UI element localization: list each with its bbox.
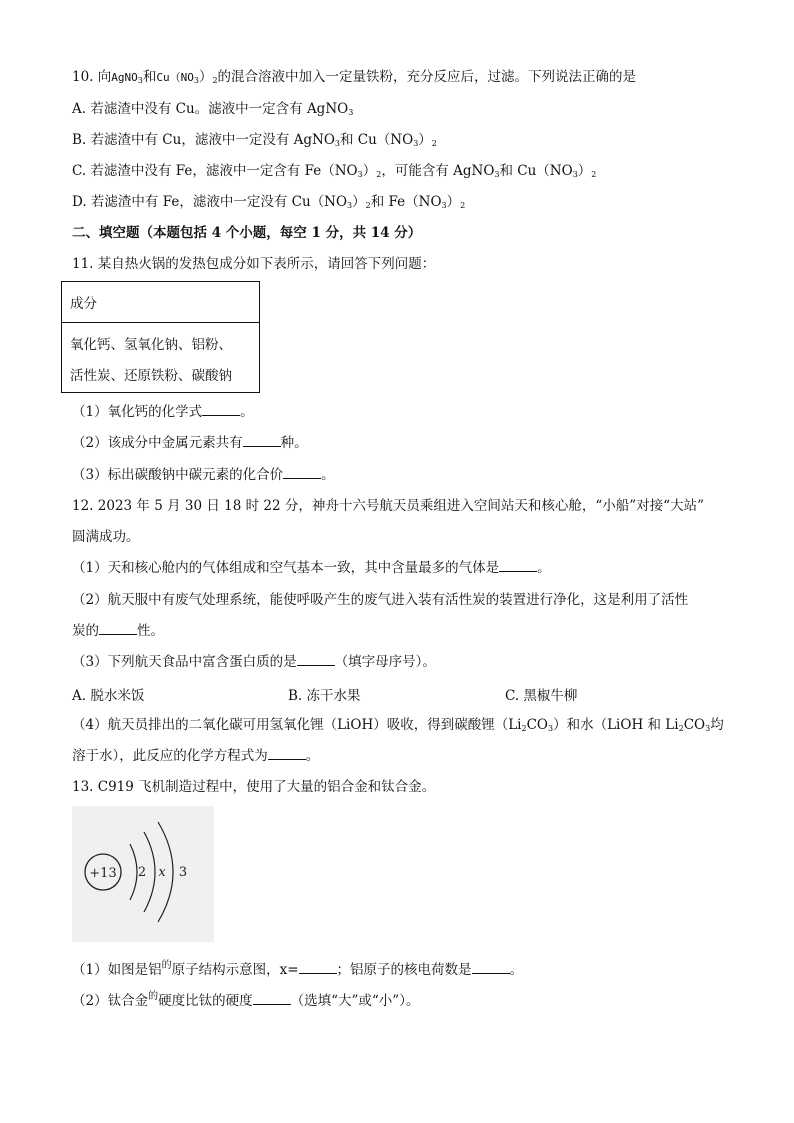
q10-stem: 10. 向AgNO$_3$和$Cu(NO_3)_2$的混合溶液中加入一定量铁粉，充分反应后，过滤。下列说法正确的是 [72, 69, 637, 85]
shell-2-count: x [158, 865, 166, 880]
q10-option-c: C. 若滤渣中没有 Fe，滤液中一定含有 $Fe(NO_3)_2$，可能含有 AgNO$_3$和 $Cu(NO_3)_2$ [72, 163, 597, 179]
q10-option-b: B. 若滤渣中有 Cu，滤液中一定没有 AgNO$_3$和 $Cu(NO_3)_2$ [72, 132, 437, 148]
shell-3-count: 3 [178, 865, 188, 880]
answer-blank[interactable] [243, 435, 281, 447]
q12-part-4-line1: （4）航天员排出的二氧化碳可用氢氧化锂（LiOH）吸收，得到碳酸锂$(Li_2CO_3)$和水（LiOH 和 $Li_2CO_3$均 [72, 717, 724, 733]
q11-part-2: （2）该成分中金属元素共有 种。 [72, 435, 308, 451]
q12-stem-line2: 圆满成功。 [72, 529, 140, 545]
q12-option-b: B. 冻干水果 [288, 688, 361, 704]
answer-blank[interactable] [253, 993, 291, 1005]
ingredient-table [61, 281, 260, 393]
atom-structure-diagram [72, 806, 214, 942]
answer-blank[interactable] [472, 962, 510, 974]
table-cell [62, 323, 259, 392]
answer-blank[interactable] [202, 404, 240, 416]
answer-blank[interactable] [499, 560, 537, 572]
q13-part-2: （2）钛合金$^的$硬度比钛的硬度 （选填“大”或“小”）。 [72, 991, 420, 1009]
electron-shell-1 [130, 844, 137, 900]
table-row-2: 活性炭、还原铁粉、碳酸钠 [70, 368, 232, 384]
q11-part-1: （1）氧化钙的化学式 。 [72, 404, 254, 420]
q12-part-1: （1）天和核心舱内的气体组成和空气基本一致，其中含量最多的气体是 。 [72, 560, 551, 576]
q12-option-c: C. 黑椒牛柳 [505, 688, 578, 704]
table-header: 成分 [62, 282, 259, 323]
answer-blank[interactable] [99, 623, 137, 635]
q12-part-3: （3）下列航天食品中富含蛋白质的是 （填字母序号）。 [72, 654, 436, 670]
section-heading: 二、填空题（本题包括 4 个小题，每空 1 分，共 14 分） [72, 225, 422, 241]
q10-option-a: A. 若滤渣中没有 Cu。滤液中一定含有 AgNO$_3$ [72, 101, 354, 117]
table-row-1: 氧化钙、氢氧化钠、铝粉、 [70, 337, 232, 353]
q12-part-2-line2: 炭的 性。 [72, 623, 164, 639]
shell-1-count: 2 [137, 865, 147, 880]
q12-stem-line1: 12. 2023 年 5 月 30 日 18 时 22 分，神舟十六号航天员乘组进入空间站天和核心舱，“小船”对接“大站” [72, 498, 704, 514]
q12-part-2-line1: （2）航天服中有废气处理系统，能使呼吸产生的废气进入装有活性炭的装置进行净化，这是利用了活性 [72, 592, 689, 608]
q13-stem: 13. C919 飞机制造过程中，使用了大量的铝合金和钛合金。 [72, 779, 436, 795]
q10-option-d: D. 若滤渣中有 Fe，滤液中一定没有 $Cu(NO_3)_2$和 $Fe(NO_3)_2$ [72, 194, 466, 210]
q12-option-a: A. 脱水米饭 [72, 688, 145, 704]
answer-blank[interactable] [299, 962, 337, 974]
answer-blank[interactable] [297, 654, 335, 666]
q11-stem: 11. 某自热火锅的发热包成分如下表所示，请回答下列问题： [72, 256, 436, 272]
q12-part-4-line2: 溶于水），此反应的化学方程式为 。 [72, 748, 320, 764]
nucleus-charge: +13 [89, 866, 117, 881]
answer-blank[interactable] [283, 467, 321, 479]
atom-structure-svg [72, 806, 214, 942]
q11-part-3: （3）标出碳酸钠中碳元素的化合价 。 [72, 467, 335, 483]
q13-part-1: （1）如图是铝$^的$原子结构示意图，x= ；铝原子的核电荷数是 。 [72, 960, 524, 978]
answer-blank[interactable] [268, 748, 306, 760]
